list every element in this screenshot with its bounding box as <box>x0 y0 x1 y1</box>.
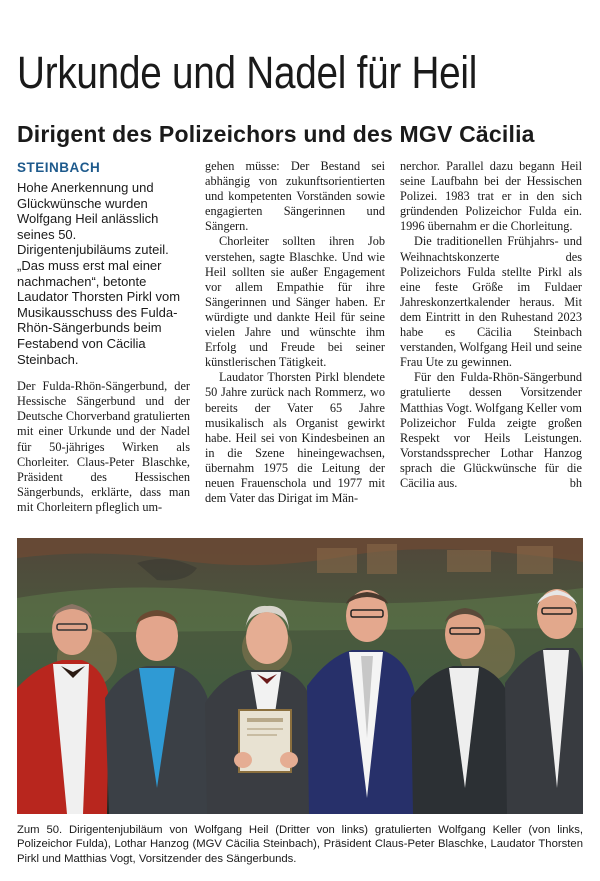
author-initials: bh <box>569 475 582 490</box>
column-2 <box>205 159 385 506</box>
body-paragraph-5 <box>400 370 582 491</box>
headline: Urkunde und Nadel für Heil <box>17 47 478 99</box>
body-paragraph-3-continued: nerchor. Parallel dazu begann Heil seine Laufbahn bei der Hessischen Polizei. 1983 trat er in den sich gründenden Polizeichor Fulda ein. 1996 übernahm er die Chorleitung. <box>400 159 582 234</box>
column-1 <box>17 159 190 515</box>
subheadline: Dirigent des Polizeichors und des MGV Cäcilia <box>17 121 535 148</box>
body-paragraph-1: Der Fulda-Rhön-Sängerbund, der Hessische Sängerbund und der Deutsche Chorverband gratulierten mit einer Urkunde und der Nadel für 50-jähriges Wirken als Chorleiter. Claus-Peter Blaschke, Präsident des Hessischen Sängerbunds, erklärte, dass man mit Chorleitern pfleglich um- <box>17 379 190 514</box>
photo-caption: Zum 50. Dirigentenjubiläum von Wolfgang Heil (Dritter von links) gratulierten Wolfgang Keller (von links, Polizeichor Fulda), Lothar Hanzog (MGV Cäcilia Steinbach), Präsident Claus-Peter Blaschke, Laudator Thorsten Pirkl und Matthias Vogt, Vorsitzender des Sängerbunds. <box>17 824 583 865</box>
dateline: STEINBACH <box>17 160 101 175</box>
lead-paragraph: Hohe Anerkennung und Glückwünsche wurden Wolfgang Heil anlässlich seines 50. Dirigentenjubiläums zuteil. „Das muss erst mal einer nachmachen“, betonte Laudator Thorsten Pirkl vom Musikausschuss des Fulda-Rhön-Sängerbunds beim Festabend von Cäcilia Steinbach. <box>17 180 181 367</box>
body-paragraph-2: Chorleiter sollten ihren Job verstehen, sagte Blaschke. Und wie Heil sollten sie außer Engagement vor allem Empathie für ihre Sängerinnen und Sänger haben. Er würdigte und dankte Heil für seine vielen Jahre und wünschte ihm Erfolg und Freude bei seiner künstlerischen Tätigkeit. <box>205 234 385 370</box>
column-3 <box>400 159 582 491</box>
body-paragraph-1-continued: gehen müsse: Der Bestand sei abhängig von zukunftsorientierten und kompetenten Vorständen sowie engagierten Sängerinnen und Sängern. <box>205 159 385 234</box>
body-paragraph-4: Die traditionellen Frühjahrs- und Weihnachtskonzerte des Polizeichors Fulda stellte Pirkl als eine feste Größe im Fuldaer Jahreskonzertkalender heraus. Mit dem Eintritt in den Ruhestand 2023 habe es Cäcilia Steinbach verstanden, Wolfgang Heil und seine Frau Ute zu gewinnen. <box>400 234 582 370</box>
group-photo <box>17 538 583 814</box>
group-photo-illustration <box>17 538 583 814</box>
body-paragraph-5-text: Für den Fulda-Rhön-Sängerbund gratulierte dessen Vorsitzender Matthias Vogt. Wolfgang Keller vom Polizeichor Fulda zeigte großen Respekt vor Heils Leistungen. Vorstandssprecher Lothar Hanzog sprach die Glückwünsche für die Cäcilia aus. <box>400 370 582 490</box>
body-paragraph-3: Laudator Thorsten Pirkl blendete 50 Jahre zurück nach Rommerz, wo bereits der Vater 65 Jahre musikalisch als Organist gewirkt habe. Heil sei von Kindesbeinen an in die Szene hineingewachsen, übernahm 1975 die Leitung der neuen Frauenschola und 1977 mit dem Vater das Dirigat im Män- <box>205 370 385 506</box>
